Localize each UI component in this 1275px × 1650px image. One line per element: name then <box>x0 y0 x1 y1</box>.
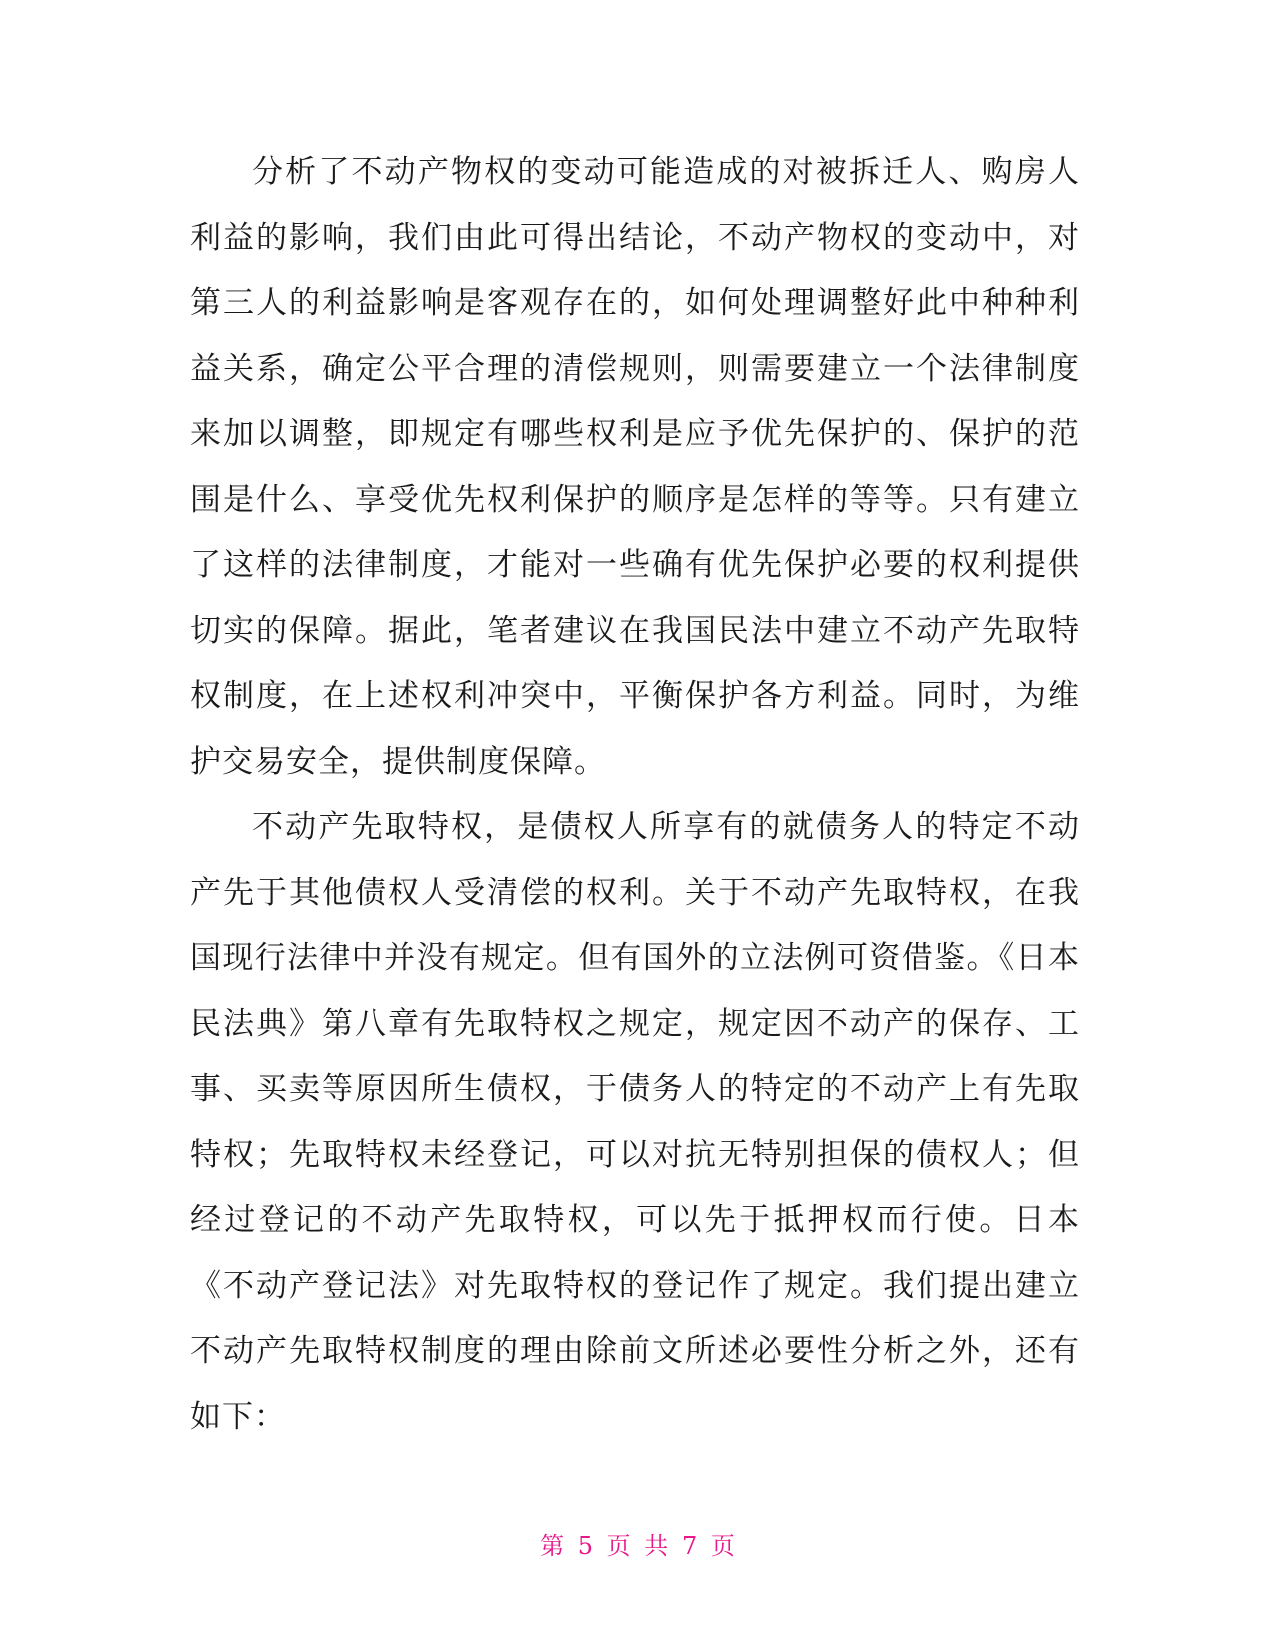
page-footer <box>0 1526 1275 1561</box>
document-body <box>190 140 1080 1450</box>
paragraph-2: 不动产先取特权，是债权人所享有的就债务人的特定不动产先于其他债权人受清偿的权利。关于不动产先取特权，在我国现行法律中并没有规定。但有国外的立法例可资借鉴。《日本民法典》第八章有先取特权之规定，规定因不动产的保存、工事、买卖等原因所生债权，于债务人的特定的不动产上有先取特权；先取特权未经登记，可以对抗无特别担保的债权人；但经过登记的不动产先取特权，可以先于抵押权而行使。日本《不动产登记法》对先取特权的登记作了规定。我们提出建立不动产先取特权制度的理由除前文所述必要性分析之外，还有如下： <box>190 809 1080 1435</box>
paragraph-1: 分析了不动产物权的变动可能造成的对被拆迁人、购房人利益的影响，我们由此可得出结论，不动产物权的变动中，对第三人的利益影响是客观存在的，如何处理调整好此中种种利益关系，确定公平合理的清偿规则，则需要建立一个法律制度来加以调整，即规定有哪些权利是应予优先保护的、保护的范围是什么、享受优先权利保护的顺序是怎样的等等。只有建立了这样的法律制度，才能对一些确有优先保护必要的权利提供切实的保障。据此，笔者建议在我国民法中建立不动产先取特权制度，在上述权利冲突中，平衡保护各方利益。同时，为维护交易安全，提供制度保障。 <box>190 154 1080 780</box>
page-number-label: 第 5 页 共 7 页 <box>540 1532 735 1560</box>
